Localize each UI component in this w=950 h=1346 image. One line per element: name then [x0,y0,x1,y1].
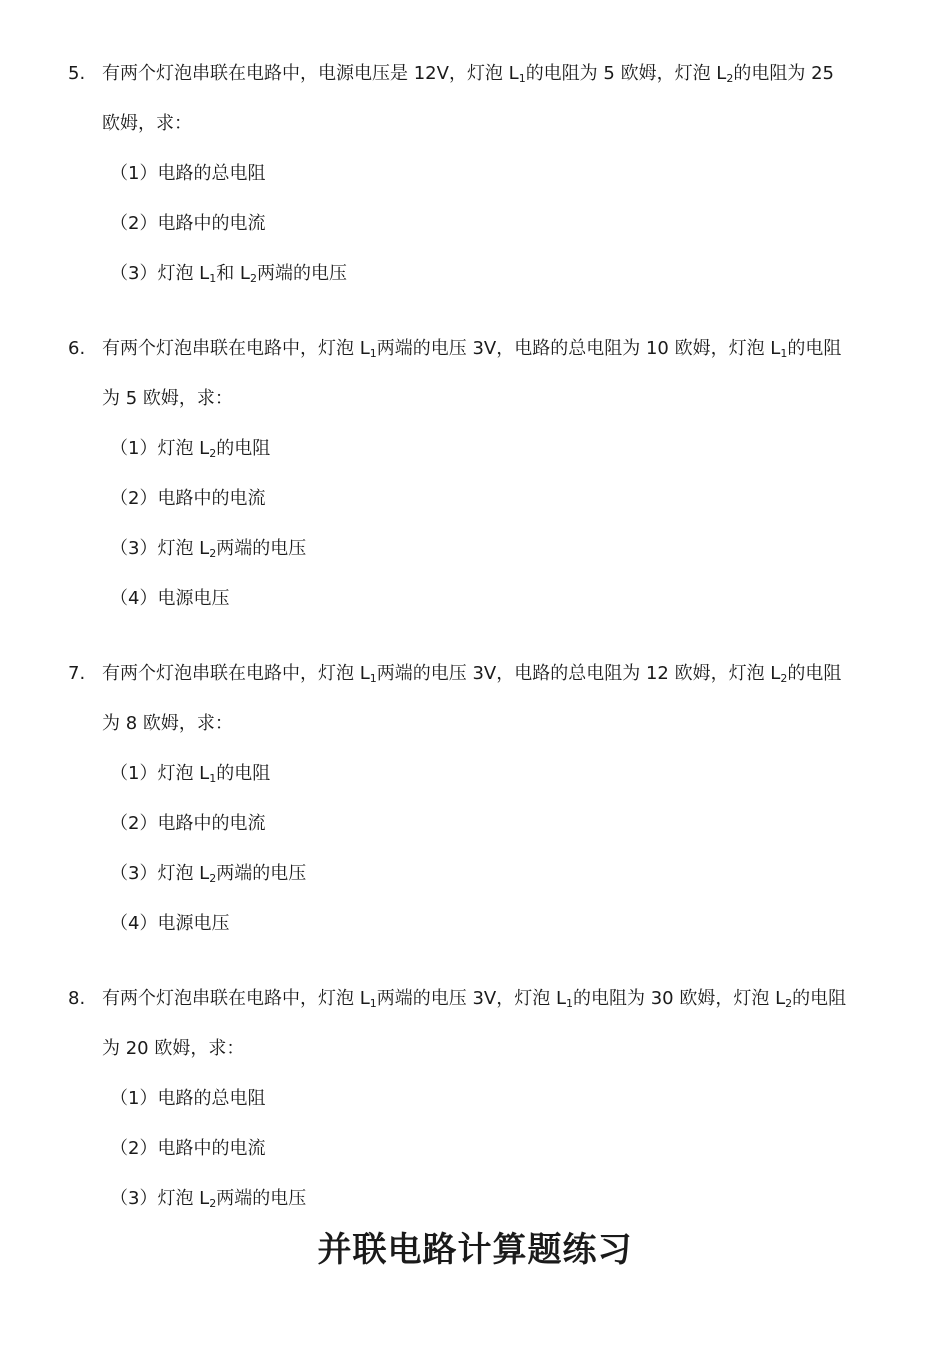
section-title: 并联电路计算题练习 [317,1230,633,1270]
subscript: 1 [369,997,377,1010]
text: 两端的电压 [216,538,307,559]
text: 的电阻为 25 [733,63,834,84]
sub-question: （4）电源电压 [110,913,230,934]
text: 和 L [216,263,250,284]
text: 有两个灯泡串联在电路中，灯泡 L [102,663,370,684]
sub-question: （2）电路中的电流 [110,213,266,234]
subscript: 2 [726,72,734,85]
text: （3）灯泡 L [110,538,210,559]
sub-question: （2）电路中的电流 [110,813,266,834]
sub-question [110,862,306,886]
text: 的电阻为 5 欧姆，灯泡 L [525,63,727,84]
text: 的电阻 [216,763,271,784]
sub-question [110,537,306,561]
sub-question: （1）电路的总电阻 [110,163,266,184]
subscript: 2 [209,547,217,560]
question-stem-line [102,662,841,686]
question-stem-line [102,62,834,86]
text: 的电阻 [216,438,271,459]
sub-question: （4）电源电压 [110,588,230,609]
sub-question [110,262,347,286]
sub-question: （1）电路的总电阻 [110,1088,266,1109]
text: 有两个灯泡串联在电路中，电源电压是 12V，灯泡 L [102,63,519,84]
subscript: 2 [209,1197,217,1210]
text: 的电阻 [792,988,847,1009]
text: 两端的电压 [216,863,307,884]
sub-question [110,1187,306,1211]
text: 两端的电压 3V，电路的总电阻为 10 欧姆，灯泡 L [376,338,781,359]
question-number: 5. [68,63,86,84]
question-stem-continuation: 为 20 欧姆，求： [102,1038,245,1059]
subscript: 1 [566,997,573,1010]
subscript: 1 [369,347,377,360]
text: 两端的电压 [256,263,347,284]
sub-question [110,762,270,786]
question-number: 6. [68,338,86,359]
question-stem-continuation: 为 5 欧姆，求： [102,388,233,409]
text: 的电阻 [787,338,842,359]
question-stem-continuation: 为 8 欧姆，求： [102,713,233,734]
text: 两端的电压 3V，电路的总电阻为 12 欧姆，灯泡 L [376,663,781,684]
question-number: 8. [68,988,86,1009]
sub-question: （2）电路中的电流 [110,488,266,509]
subscript: 2 [785,997,793,1010]
subscript: 1 [780,347,788,360]
text: （1）灯泡 L [110,763,210,784]
subscript: 1 [369,672,377,685]
text: 两端的电压 3V，灯泡 L [376,988,566,1009]
text: 的电阻为 30 欧姆，灯泡 L [573,988,786,1009]
subscript: 2 [209,872,217,885]
text: 有两个灯泡串联在电路中，灯泡 L [102,338,370,359]
subscript: 2 [209,447,217,460]
question-stem-continuation: 欧姆，求： [102,113,192,134]
subscript: 2 [780,672,788,685]
text: （3）灯泡 L [110,863,210,884]
text: 两端的电压 [216,1188,307,1209]
question-stem-line [102,337,841,361]
text: （1）灯泡 L [110,438,210,459]
question-number: 7. [68,663,86,684]
subscript: 1 [518,72,526,85]
subscript: 1 [209,772,217,785]
sub-question: （2）电路中的电流 [110,1138,266,1159]
text: （3）灯泡 L [110,263,210,284]
subscript: 2 [249,272,257,285]
subscript: 1 [209,272,217,285]
text: 有两个灯泡串联在电路中，灯泡 L [102,988,370,1009]
question-stem-line [102,987,846,1011]
sub-question [110,437,270,461]
text: 的电阻 [787,663,842,684]
text: （3）灯泡 L [110,1188,210,1209]
